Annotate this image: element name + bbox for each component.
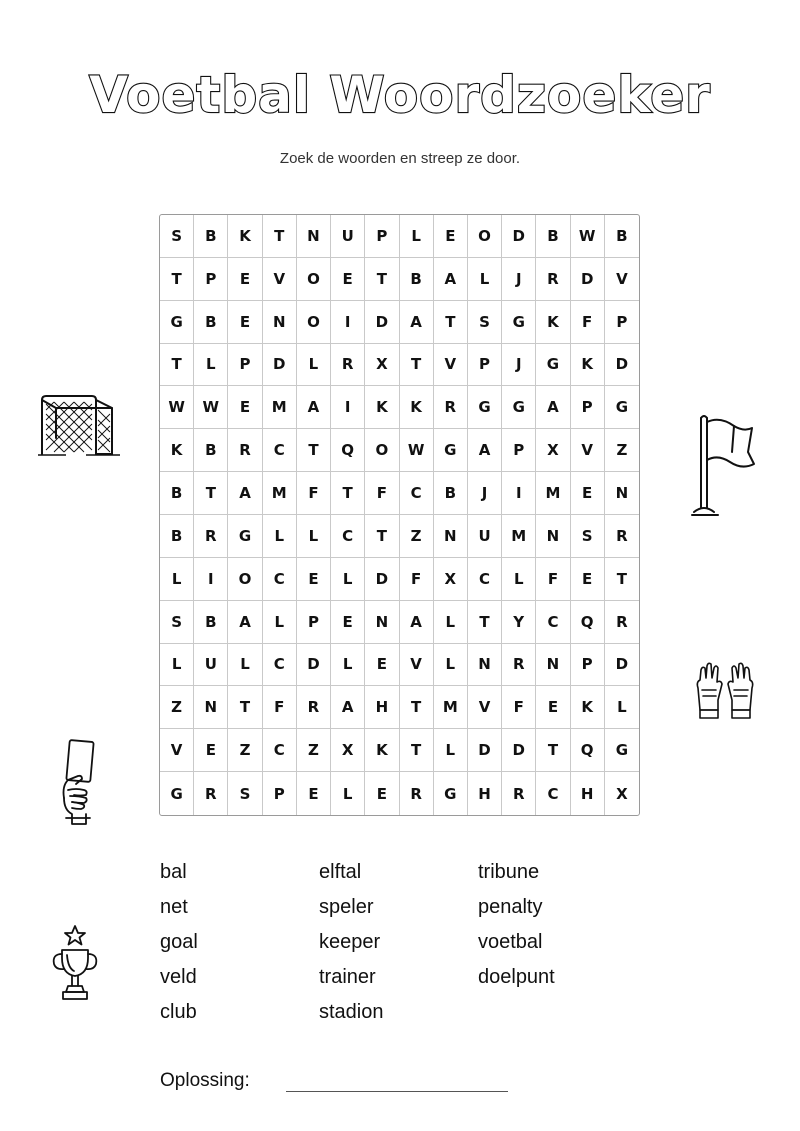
grid-letter[interactable]: P bbox=[228, 344, 262, 387]
grid-letter[interactable]: G bbox=[228, 515, 262, 558]
grid-letter[interactable]: T bbox=[400, 729, 434, 772]
grid-letter[interactable]: O bbox=[365, 429, 399, 472]
grid-letter[interactable]: R bbox=[331, 344, 365, 387]
grid-letter[interactable]: R bbox=[434, 386, 468, 429]
word-item: stadion bbox=[319, 1001, 384, 1023]
grid-letter[interactable]: B bbox=[160, 515, 194, 558]
grid-letter[interactable]: P bbox=[297, 601, 331, 644]
grid-letter[interactable]: C bbox=[468, 558, 502, 601]
grid-letter[interactable]: N bbox=[297, 215, 331, 258]
grid-letter[interactable]: R bbox=[502, 644, 536, 687]
word-item: penalty bbox=[478, 896, 543, 918]
grid-letter[interactable]: D bbox=[297, 644, 331, 687]
grid-letter[interactable]: S bbox=[160, 215, 194, 258]
grid-letter[interactable]: P bbox=[605, 301, 639, 344]
grid-letter[interactable]: E bbox=[536, 686, 570, 729]
word-item: goal bbox=[160, 931, 198, 953]
trophy-icon bbox=[50, 924, 100, 1004]
grid-letter[interactable]: A bbox=[536, 386, 570, 429]
grid-letter[interactable]: W bbox=[160, 386, 194, 429]
grid-letter[interactable]: X bbox=[365, 344, 399, 387]
grid-letter[interactable]: K bbox=[160, 429, 194, 472]
word-column bbox=[160, 858, 319, 1033]
grid-letter[interactable]: B bbox=[536, 215, 570, 258]
grid-letter[interactable]: G bbox=[605, 729, 639, 772]
grid-letter[interactable]: T bbox=[605, 558, 639, 601]
grid-letter[interactable]: A bbox=[297, 386, 331, 429]
goalkeeper-gloves-icon bbox=[692, 660, 758, 722]
grid-letter[interactable]: O bbox=[228, 558, 262, 601]
grid-letter[interactable]: Q bbox=[331, 429, 365, 472]
solution-area bbox=[160, 1070, 250, 1092]
word-column bbox=[319, 858, 478, 1033]
grid-letter[interactable]: Y bbox=[502, 601, 536, 644]
grid-letter[interactable]: J bbox=[468, 472, 502, 515]
grid-letter[interactable]: F bbox=[400, 558, 434, 601]
referee-card-icon bbox=[52, 738, 104, 830]
grid-letter[interactable]: L bbox=[263, 601, 297, 644]
grid-letter[interactable]: C bbox=[536, 772, 570, 815]
grid-letter[interactable]: R bbox=[605, 601, 639, 644]
grid-letter[interactable]: V bbox=[468, 686, 502, 729]
word-item: voetbal bbox=[478, 931, 543, 953]
grid-letter[interactable]: E bbox=[331, 601, 365, 644]
grid-letter[interactable]: L bbox=[434, 601, 468, 644]
grid-letter[interactable]: E bbox=[228, 301, 262, 344]
grid-letter[interactable]: L bbox=[160, 558, 194, 601]
grid-letter[interactable]: N bbox=[365, 601, 399, 644]
grid-letter[interactable]: P bbox=[468, 344, 502, 387]
grid-letter[interactable]: M bbox=[502, 515, 536, 558]
grid-letter[interactable]: K bbox=[228, 215, 262, 258]
grid-letter[interactable]: E bbox=[365, 644, 399, 687]
grid-letter[interactable]: M bbox=[263, 386, 297, 429]
grid-letter[interactable]: P bbox=[263, 772, 297, 815]
grid-letter[interactable]: P bbox=[365, 215, 399, 258]
grid-letter[interactable]: E bbox=[228, 258, 262, 301]
grid-letter[interactable]: C bbox=[263, 429, 297, 472]
grid-letter[interactable]: W bbox=[400, 429, 434, 472]
grid-letter[interactable]: Z bbox=[297, 729, 331, 772]
grid-letter[interactable]: A bbox=[228, 601, 262, 644]
grid-letter[interactable]: R bbox=[400, 772, 434, 815]
grid-letter[interactable]: V bbox=[434, 344, 468, 387]
grid-letter[interactable]: U bbox=[194, 644, 228, 687]
grid-letter[interactable]: W bbox=[571, 215, 605, 258]
grid-letter[interactable]: Z bbox=[605, 429, 639, 472]
grid-letter[interactable]: A bbox=[331, 686, 365, 729]
grid-letter[interactable]: C bbox=[263, 558, 297, 601]
grid-letter[interactable]: P bbox=[502, 429, 536, 472]
grid-letter[interactable]: V bbox=[400, 644, 434, 687]
grid-letter[interactable]: E bbox=[297, 558, 331, 601]
grid-letter[interactable]: G bbox=[160, 772, 194, 815]
grid-letter[interactable]: Z bbox=[160, 686, 194, 729]
grid-letter[interactable]: L bbox=[297, 344, 331, 387]
grid-letter[interactable]: T bbox=[331, 472, 365, 515]
grid-letter[interactable]: B bbox=[194, 215, 228, 258]
grid-letter[interactable]: N bbox=[605, 472, 639, 515]
grid-letter[interactable]: E bbox=[194, 729, 228, 772]
grid-letter[interactable]: Q bbox=[571, 729, 605, 772]
grid-letter[interactable]: E bbox=[331, 258, 365, 301]
grid-letter[interactable]: T bbox=[400, 344, 434, 387]
grid-letter[interactable]: D bbox=[605, 344, 639, 387]
grid-letter[interactable]: K bbox=[365, 386, 399, 429]
grid-letter[interactable]: X bbox=[331, 729, 365, 772]
grid-letter[interactable]: L bbox=[502, 558, 536, 601]
grid-letter[interactable]: C bbox=[400, 472, 434, 515]
grid-letter[interactable]: N bbox=[536, 644, 570, 687]
grid-letter[interactable]: V bbox=[160, 729, 194, 772]
grid-letter[interactable]: T bbox=[536, 729, 570, 772]
grid-letter[interactable]: D bbox=[263, 344, 297, 387]
grid-letter[interactable]: E bbox=[297, 772, 331, 815]
grid-letter[interactable]: T bbox=[160, 258, 194, 301]
grid-letter[interactable]: L bbox=[160, 644, 194, 687]
grid-letter[interactable]: B bbox=[194, 601, 228, 644]
grid-letter[interactable]: T bbox=[365, 258, 399, 301]
grid-letter[interactable]: K bbox=[365, 729, 399, 772]
grid-letter[interactable]: R bbox=[194, 772, 228, 815]
grid-letter[interactable]: C bbox=[263, 644, 297, 687]
grid-letter[interactable]: U bbox=[331, 215, 365, 258]
grid-letter[interactable]: R bbox=[297, 686, 331, 729]
grid-letter[interactable]: D bbox=[605, 644, 639, 687]
word-item: net bbox=[160, 896, 188, 918]
grid-letter[interactable]: P bbox=[194, 258, 228, 301]
grid-letter[interactable]: X bbox=[536, 429, 570, 472]
grid-letter[interactable]: P bbox=[571, 386, 605, 429]
grid-letter[interactable]: U bbox=[468, 515, 502, 558]
grid-letter[interactable]: A bbox=[400, 301, 434, 344]
grid-letter[interactable]: T bbox=[400, 686, 434, 729]
grid-letter[interactable]: L bbox=[331, 772, 365, 815]
word-search-grid bbox=[159, 214, 640, 816]
grid-letter[interactable]: M bbox=[536, 472, 570, 515]
grid-letter[interactable]: M bbox=[434, 686, 468, 729]
grid-letter[interactable]: L bbox=[331, 644, 365, 687]
solution-answer-line[interactable] bbox=[286, 1091, 508, 1092]
grid-letter[interactable]: G bbox=[536, 344, 570, 387]
grid-letter[interactable]: T bbox=[263, 215, 297, 258]
corner-flag-icon bbox=[688, 412, 758, 520]
word-item: trainer bbox=[319, 966, 376, 988]
grid-letter[interactable]: A bbox=[468, 429, 502, 472]
grid-letter[interactable]: G bbox=[468, 386, 502, 429]
grid-letter[interactable]: E bbox=[365, 772, 399, 815]
grid-letter[interactable]: T bbox=[468, 601, 502, 644]
grid-letter[interactable]: I bbox=[194, 558, 228, 601]
grid-letter[interactable]: V bbox=[605, 258, 639, 301]
grid-letter[interactable]: E bbox=[571, 472, 605, 515]
grid-letter[interactable]: E bbox=[228, 386, 262, 429]
grid-letter[interactable]: G bbox=[502, 301, 536, 344]
grid-letter[interactable]: T bbox=[365, 515, 399, 558]
grid-letter[interactable]: D bbox=[571, 258, 605, 301]
grid-letter[interactable]: A bbox=[434, 258, 468, 301]
grid-letter[interactable]: Z bbox=[228, 729, 262, 772]
grid-letter[interactable]: I bbox=[502, 472, 536, 515]
grid-letter[interactable]: M bbox=[263, 472, 297, 515]
grid-letter[interactable]: N bbox=[468, 644, 502, 687]
grid-letter[interactable]: L bbox=[228, 644, 262, 687]
solution-label: Oplossing: bbox=[160, 1070, 250, 1091]
grid-letter[interactable]: B bbox=[194, 429, 228, 472]
grid-letter[interactable]: B bbox=[434, 472, 468, 515]
grid-letter[interactable]: R bbox=[502, 772, 536, 815]
grid-letter[interactable]: F bbox=[536, 558, 570, 601]
word-column bbox=[478, 858, 637, 1033]
grid-letter[interactable]: K bbox=[571, 686, 605, 729]
grid-letter[interactable]: D bbox=[365, 301, 399, 344]
grid-letter[interactable]: L bbox=[605, 686, 639, 729]
grid-letter[interactable]: G bbox=[434, 429, 468, 472]
grid-letter[interactable]: O bbox=[297, 258, 331, 301]
grid-letter[interactable]: L bbox=[263, 515, 297, 558]
grid-letter[interactable]: I bbox=[331, 386, 365, 429]
grid-letter[interactable]: N bbox=[263, 301, 297, 344]
grid-letter[interactable]: R bbox=[536, 258, 570, 301]
grid-letter[interactable]: G bbox=[502, 386, 536, 429]
word-item: doelpunt bbox=[478, 966, 555, 988]
grid-letter[interactable]: L bbox=[468, 258, 502, 301]
word-item: speler bbox=[319, 896, 374, 918]
grid-letter[interactable]: J bbox=[502, 258, 536, 301]
grid-letter[interactable]: R bbox=[228, 429, 262, 472]
grid-letter[interactable]: B bbox=[400, 258, 434, 301]
word-item: club bbox=[160, 1001, 197, 1023]
grid-letter[interactable]: T bbox=[228, 686, 262, 729]
grid-letter[interactable]: F bbox=[571, 301, 605, 344]
grid-letter[interactable]: H bbox=[468, 772, 502, 815]
grid-letter[interactable]: S bbox=[468, 301, 502, 344]
page-title: Voetbal Woordzoeker bbox=[89, 66, 711, 124]
grid-letter[interactable]: L bbox=[194, 344, 228, 387]
grid-letter[interactable]: S bbox=[160, 601, 194, 644]
grid-letter[interactable]: L bbox=[331, 558, 365, 601]
grid-letter[interactable]: K bbox=[400, 386, 434, 429]
grid-letter[interactable]: W bbox=[194, 386, 228, 429]
grid-letter[interactable]: D bbox=[468, 729, 502, 772]
grid-letter[interactable]: D bbox=[502, 215, 536, 258]
grid-letter[interactable]: P bbox=[571, 644, 605, 687]
grid-letter[interactable]: G bbox=[434, 772, 468, 815]
grid-letter[interactable]: N bbox=[536, 515, 570, 558]
grid-letter[interactable]: N bbox=[434, 515, 468, 558]
goal-icon bbox=[36, 392, 122, 462]
grid-letter[interactable]: F bbox=[502, 686, 536, 729]
grid-letter[interactable]: L bbox=[400, 215, 434, 258]
word-item: veld bbox=[160, 966, 197, 988]
word-item: tribune bbox=[478, 861, 540, 883]
grid-letter[interactable]: O bbox=[468, 215, 502, 258]
grid-letter[interactable]: E bbox=[434, 215, 468, 258]
grid-letter[interactable]: T bbox=[160, 344, 194, 387]
grid-letter[interactable]: B bbox=[605, 215, 639, 258]
grid-letter[interactable]: X bbox=[616, 784, 628, 803]
grid-letter[interactable]: N bbox=[194, 686, 228, 729]
instructions: Zoek de woorden en streep ze door. bbox=[279, 150, 521, 167]
grid-letter[interactable]: A bbox=[400, 601, 434, 644]
grid-letter[interactable]: A bbox=[228, 472, 262, 515]
word-item: bal bbox=[160, 861, 187, 883]
grid-letter[interactable]: C bbox=[263, 729, 297, 772]
grid-letter[interactable]: T bbox=[434, 301, 468, 344]
grid-letter[interactable]: I bbox=[331, 301, 365, 344]
grid-letter[interactable]: B bbox=[194, 301, 228, 344]
grid-letter[interactable]: G bbox=[160, 301, 194, 344]
grid-letter[interactable]: H bbox=[571, 772, 605, 815]
grid-letter[interactable]: D bbox=[502, 729, 536, 772]
word-item: elftal bbox=[319, 861, 362, 883]
grid-letter[interactable]: L bbox=[297, 515, 331, 558]
grid-letter[interactable]: E bbox=[571, 558, 605, 601]
grid-letter[interactable]: J bbox=[502, 344, 536, 387]
grid-letter[interactable]: V bbox=[571, 429, 605, 472]
grid-letter[interactable]: O bbox=[297, 301, 331, 344]
grid-letter[interactable]: T bbox=[297, 429, 331, 472]
grid-letter[interactable]: R bbox=[194, 515, 228, 558]
grid-letter[interactable]: F bbox=[297, 472, 331, 515]
word-item: keeper bbox=[319, 931, 381, 953]
grid-letter[interactable]: V bbox=[263, 258, 297, 301]
grid-letter[interactable]: C bbox=[331, 515, 365, 558]
grid-letter[interactable]: Z bbox=[400, 515, 434, 558]
grid-letter[interactable]: H bbox=[365, 686, 399, 729]
grid-letter[interactable]: B bbox=[160, 472, 194, 515]
grid-letter[interactable]: R bbox=[605, 515, 639, 558]
grid-letter[interactable]: G bbox=[605, 386, 639, 429]
grid-letter[interactable]: L bbox=[434, 729, 468, 772]
grid-letter[interactable]: K bbox=[571, 344, 605, 387]
word-list bbox=[160, 858, 640, 1033]
grid-letter[interactable]: F bbox=[263, 686, 297, 729]
grid-letter[interactable]: X bbox=[434, 558, 468, 601]
grid-letter[interactable]: C bbox=[536, 601, 570, 644]
grid-letter[interactable]: F bbox=[365, 472, 399, 515]
grid-letter[interactable]: L bbox=[434, 644, 468, 687]
grid-letter[interactable]: S bbox=[228, 772, 262, 815]
grid-letter[interactable]: K bbox=[536, 301, 570, 344]
grid-letter[interactable]: T bbox=[194, 472, 228, 515]
grid-letter[interactable]: D bbox=[365, 558, 399, 601]
grid-letter[interactable]: Q bbox=[571, 601, 605, 644]
grid-letter[interactable]: S bbox=[571, 515, 605, 558]
